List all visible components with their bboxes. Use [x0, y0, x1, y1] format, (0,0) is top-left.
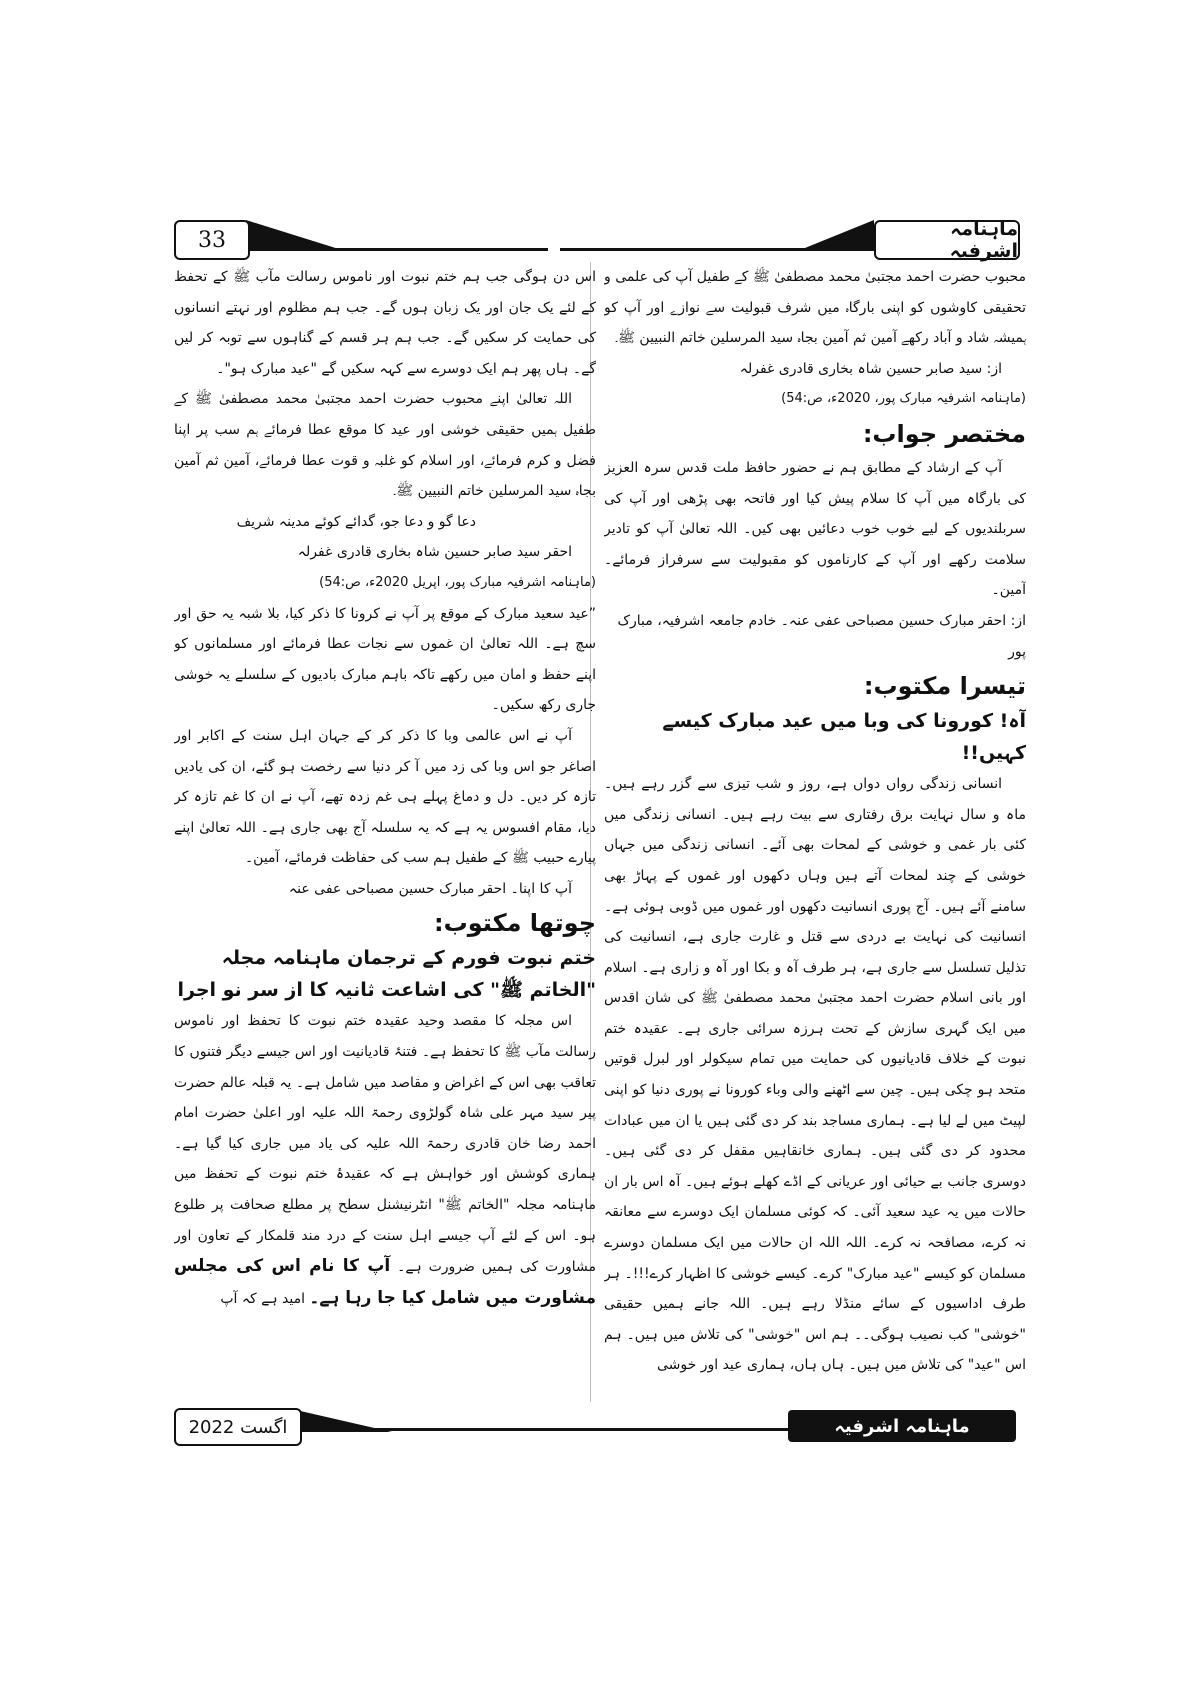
- right-signature-1: از: سید صابر حسین شاہ بخاری قادری غفرلہ: [739, 360, 1002, 377]
- subheading-al-khatam: ختم نبوت فورم کے ترجمان ماہنامہ مجلہ "الخاتم ﷺ" کی اشاعت ثانیہ کا از سر نو اجرا: [177, 947, 596, 1002]
- footer-magazine-title: ماہنامہ اشرفیہ: [788, 1410, 1016, 1442]
- left-paragraph-3: ”عید سعید مبارک کے موقع پر آپ نے کرونا کا ذکر کیا، بلا شبہ یہ حق اور سچ ہے۔ اللہ تعالیٰ ان غموں سے نجات عطا فرمائے اور مسلمانوں کو اپنے حفظ و امان میں رکھے تاکہ باہم مبارک بادیوں کے سلسلے یہ خوشی جاری رکھ سکیں۔: [174, 605, 596, 714]
- left-column: [174, 262, 596, 1402]
- left-bold-closing: آپ کا نام اس کی مجلس مشاورت میں شامل کیا جا رہا ہے۔: [174, 1256, 596, 1308]
- heading-mukhtasar-jawab: مختصر جواب:: [862, 419, 1026, 448]
- right-intro-paragraph: محبوب حضرت احمد مجتبیٰ محمد مصطفیٰ ﷺ کے طفیل آپ کی علمی و تحقیقی کاوشوں کو اپنی بارگاہ میں شرف قبولیت سے نوازے اور آپ کو ہمیشہ شاد و آباد رکھے آمین ثم آمین بجاہ سید المرسلین خاتم النبیین ﷺ۔: [604, 269, 1026, 347]
- left-paragraph-1: اس دن ہوگی جب ہم ختم نبوت اور ناموس رسالت مآب ﷺ کے تحفظ کے لئے یک جان اور یک زبان ہوں گے۔ جب ہم مظلوم اور نہتے انسانوں کی حمایت کر سکیں گے۔ جب ہم ہر قسم کے گناہوں سے توبہ کر لیں گے۔ ہاں پھر ہم ایک دوسرے سے کہہ سکیں گے "عید مبارک ہو"۔: [174, 269, 596, 377]
- header-wedge-left: [246, 218, 346, 252]
- left-paragraph-2: اللہ تعالیٰ اپنے محبوب حضرت احمد مجتبیٰ محمد مصطفیٰ ﷺ کے طفیل ہمیں حقیقی خوشی اور عید کا موقع عطا فرمائے ہم سب پر اپنا فضل و کرم فرمائے، اور اسلام کو غلبہ و قوت عطا فرمائے، آمین ثم آمین بجاہ سید المرسلین خاتم النبیین ﷺ۔: [174, 391, 596, 500]
- left-dua-line: دعا گو و دعا جو، گدائے کوئے مدینہ شریف: [236, 513, 476, 530]
- page-number: 33: [174, 220, 250, 260]
- right-reference-1: (ماہنامہ اشرفیہ مبارک پور، 2020ء، ص:54): [781, 391, 1026, 407]
- right-paragraph-2: انسانی زندگی رواں دواں ہے، روز و شب تیزی سے گزر رہے ہیں۔ ماہ و سال نہایت برق رفتاری سے بیت رہے ہیں۔ انسانی زندگی میں کئی بار غمی و خوشی کے لمحات بھی آئے۔ انسانی زندگی میں جہاں خوشی کے چند لمحات آتے ہیں وہاں دکھوں اور غموں کے پہاڑ بھی سامنے آئے ہیں۔ آج پوری انسانیت دکھوں اور غموں میں ڈوبی ہوئی ہے۔ انسانیت کی نہایت بے دردی سے قتل و غارت جاری ہے، انسانیت کی تذلیل تسلسل سے جاری ہے، ہر طرف آہ و بکا اور آہ و زاری ہے۔ اسلام اور بانی اسلام حضرت احمد مجتبیٰ محمد مصطفیٰ ﷺ کی شان اقدس میں ایک گہری سازش کے تحت ہرزہ سرائی جاری ہے۔ عقیدہ ختم نبوت کے خلاف قادیانیوں کی حمایت میں تمام سیکولر اور لبرل قوتیں متحد ہو چکی ہیں۔ چین سے اٹھنے والی وباء کورونا نے پوری دنیا کو اپنی لپیٹ میں لے لیا ہے۔ ہماری مساجد بند کر دی گئی ہیں یا ان میں عبادات محدود کر دی گئی ہیں۔ ہماری خانقاہیں مقفل کر دی گئی ہیں۔ دوسری جانب بے حیائی اور عریانی کے اڈے کھلے ہوئے ہیں۔ آہ اس بار ان حالات میں یہ عید سعید آئی۔ کہ کوئی مسلمان ایک دوسرے سے معانقہ نہ کرے، مصافحہ نہ کرے۔ اللہ اللہ ان حالات میں ایک مسلمان دوسرے مسلمان کو کیسے "عید مبارک" کرے۔ کیسے خوشی کا اظہار کرے!!!۔ ہر طرف اداسیوں کے سائے منڈلا رہے ہیں۔ اللہ جانے ہمیں حقیقی "خوشی" کب نصیب ہوگی۔۔ ہم اس "خوشی" کی تلاش میں ہیں۔ ہم اس "عید" کی تلاش میں ہیں۔ ہاں ہاں، ہماری عید اور خوشی: [604, 776, 1026, 1374]
- left-paragraph-4: آپ نے اس عالمی وبا کا ذکر کر کے جہان اہل سنت کے اکابر اور اصاغر جو اس وبا کی زد میں آ کر دنیا سے رخصت ہو گئے، ان کی یادیں تازہ کر دیں۔ دل و دماغ پہلے ہی غم زدہ تھے، آپ نے ان کا غم تازہ کر دیا، مقام افسوس یہ ہے کہ یہ سلسلہ آج بھی جاری ہے۔ اللہ تعالیٰ اپنے پیارے حبیب ﷺ کے طفیل ہم سب کی حفاظت فرمائے، آمین۔: [174, 727, 596, 867]
- left-signature-2: آپ کا اپنا۔ احقر مبارک حسین مصباحی عفی عنہ: [288, 880, 572, 897]
- left-tail-text: امید ہے کہ آپ: [220, 1290, 305, 1307]
- right-column: [604, 262, 1026, 1402]
- header-magazine-title: ماہنامہ اشرفیہ: [874, 220, 1020, 260]
- footer-wedge: [296, 1408, 396, 1438]
- issue-date: اگست 2022: [174, 1408, 302, 1446]
- left-signature-1: احقر سید صابر حسین شاہ بخاری قادری غفرلہ: [297, 544, 572, 561]
- right-signature-2: از: احقر مبارک حسین مصباحی عفی عنہ۔ خادم جامعہ اشرفیہ، مبارک پور: [617, 612, 1026, 660]
- left-paragraph-5: [174, 1006, 596, 1314]
- left-paragraph-5-text: اس مجلہ کا مقصد وحید عقیدہ ختم نبوت کا تحفظ اور ناموس رسالت مآب ﷺ کا تحفظ ہے۔ فتنۂ قادیانیت اور اس جیسے دیگر فتنوں کا تعاقب بھی اس کے اغراض و مقاصد میں شامل ہے۔ یہ قبلہ عالم حضرت پیر سید مہر علی شاہ گولڑوی رحمۃ اللہ علیہ اور اعلیٰ حضرت امام احمد رضا خان قادری رحمۃ اللہ علیہ کی یاد میں جاری کیا گیا ہے۔ ہماری کوشش اور خواہش ہے کہ عقیدۂ ختم نبوت کے تحفظ میں ماہنامہ مجلہ "الخاتم ﷺ" انٹرنیشنل سطح پر مطلع صحافت پر طلوع ہو۔ اس کے لئے آپ جیسے اہل سنت کے درد مند قلمکار کے تعاون اور مشاورت کی ہمیں ضرورت ہے۔: [174, 1013, 596, 1276]
- header-wedge-right: [800, 218, 876, 252]
- heading-teesra-maktoob: تیسرا مکتوب:: [863, 672, 1026, 701]
- left-reference-1: (ماہنامہ اشرفیہ مبارک پور، اپریل 2020ء، ص:54): [319, 574, 596, 590]
- subheading-corona-eid: آہ! کورونا کی وبا میں عید مبارک کیسے کہیں!!: [662, 710, 1026, 765]
- heading-chautha-maktoob: چوتھا مکتوب:: [434, 909, 596, 938]
- right-paragraph-1: آپ کے ارشاد کے مطابق ہم نے حضور حافظ ملت قدس سرہ العزیز کی بارگاہ میں آپ کا سلام پیش کیا اور فاتحہ بھی پڑھی اور آپ کی سربلندیوں کے لیے خوب خوب دعائیں بھی کیں۔ اللہ تعالیٰ آپ کو تادیر سلامت رکھے اور آپ کے کارناموں کو مقبولیت سے سرفراز فرمائے۔ آمین۔: [604, 459, 1026, 599]
